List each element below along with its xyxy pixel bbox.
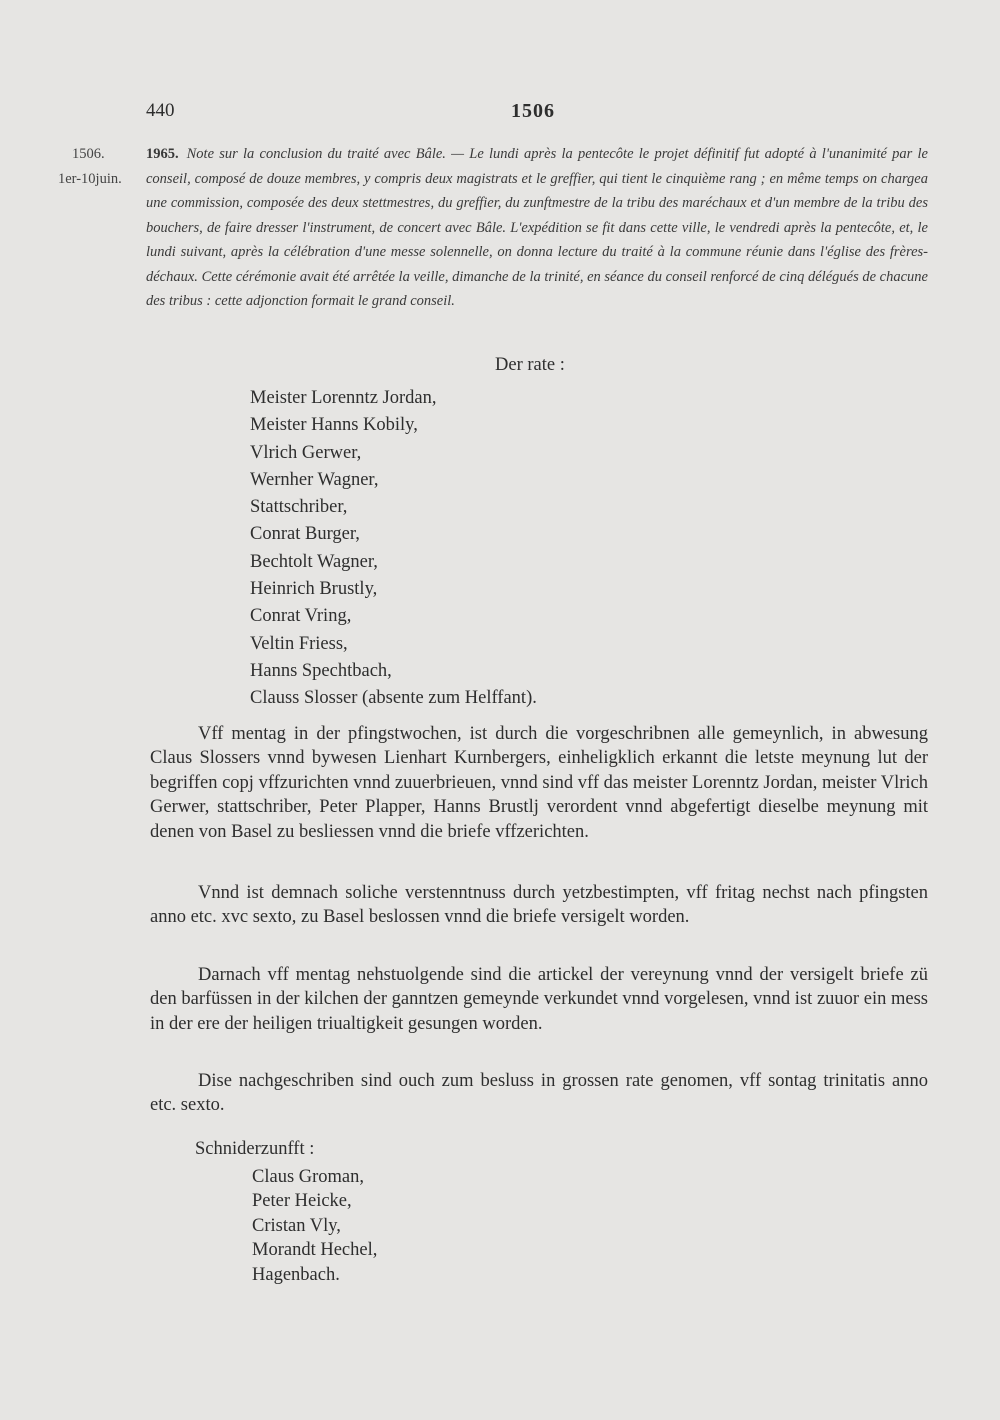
body-paragraph-3 [150, 963, 928, 1036]
guild-member: Morandt Hechel, [252, 1240, 378, 1261]
margin-dates: 1er-10juin. [58, 171, 122, 187]
rate-member: Meister Hanns Kobily, [250, 415, 418, 436]
paragraph-text: Darnach vff mentag nehstuolgende sind die artickel der vereynung vnnd der versigelt briefe zü den barfüssen in der kilchen der ganntzen gemeynde verkundet vnnd vorgelesen, vnnd ist zuuor ein mess in der ere der heiligen triualtigkeit gesungen worden. [150, 965, 928, 1034]
guild-member: Claus Groman, [252, 1167, 365, 1187]
margin-year: 1506. [72, 146, 105, 162]
rate-member: Vlrich Gerwer, [250, 442, 362, 463]
rate-member: Hanns Spechtbach, [250, 660, 392, 681]
note-text: Note sur la conclusion du traité avec Bâle. — Le lundi après la pentecôte le projet définitif fut adopté à l'unanimité par le conseil, composé de douze membres, y compris deux magistrats et le greffier, qui tient le cinquième rang ; en même temps on chargea une commission, composée des deux stettmestres, du greffier, du zunftmestre de la tribu des maréchaux et d'un membre de la tribu des bouchers, de faire dresser l'instrument, de concert avec Bâle. L'expédition se fit dans cette ville, le vendredi après la pentecôte, et, le lundi suivant, après la célébration d'une messe solennelle, on donna lecture du traité à la commune réunie dans l'église des frères-déchaux. Cette cérémonie avait été arrêtée la veille, dimanche de la trinité, en séance du conseil renforcé de cinq délégués de chacune des tribus : cette adjonction formait le grand conseil. [146, 146, 928, 309]
guild-heading: Schniderzunfft : [195, 1139, 315, 1159]
editorial-note [146, 142, 928, 314]
rate-member: Conrat Vring, [250, 606, 352, 627]
page-number: 440 [146, 100, 175, 121]
body-paragraph-4 [150, 1069, 928, 1118]
body-paragraph-2 [150, 881, 928, 930]
rate-member-list [250, 385, 537, 713]
running-head-year: 1506 [511, 100, 555, 122]
rate-member: Clauss Slosser (absente zum Helffant). [250, 688, 537, 709]
rate-member: Wernher Wagner, [250, 469, 379, 490]
body-paragraph-1 [150, 722, 928, 844]
paragraph-text: Vff mentag in der pfingstwochen, ist durch die vorgeschribnen alle gemeynlich, in abwesung Claus Slossers vnnd bywesen Lienhart Kurnbergers, einheligklich erkannt die letste meynung lut der begriffen copj vffzurichten vnnd zuuerbrieuen, vnnd sind vff das meister Lorenntz Jordan, meister Vlrich Gerwer, stattschriber, Peter Plapper, Hanns Brustlj verordent vnnd abgefertigt dieselbe meynung mit denen von Basel zu besliessen vnnd die briefe vffzerichten. [150, 724, 928, 842]
rate-member: Veltin Friess, [250, 633, 348, 654]
guild-member: Peter Heicke, [252, 1191, 352, 1212]
rate-member: Heinrich Brustly, [250, 579, 378, 600]
note-number: 1965. [146, 146, 179, 162]
rate-member: Stattschriber, [250, 497, 348, 518]
rate-heading: Der rate : [495, 355, 565, 375]
guild-member: Hagenbach. [252, 1264, 340, 1285]
paragraph-text: Vnnd ist demnach soliche verstenntnuss durch yetzbestimpten, vff fritag nechst nach pfingsten anno etc. xvc sexto, zu Basel beslossen vnnd die briefe versigelt worden. [150, 883, 928, 928]
guild-member-list [252, 1165, 377, 1287]
rate-member: Bechtolt Wagner, [250, 551, 378, 572]
rate-member: Meister Lorenntz Jordan, [250, 388, 437, 408]
guild-member: Cristan Vly, [252, 1215, 341, 1236]
paragraph-text: Dise nachgeschriben sind ouch zum besluss in grossen rate genomen, vff sontag trinitatis anno etc. sexto. [150, 1071, 928, 1116]
rate-member: Conrat Burger, [250, 524, 360, 545]
